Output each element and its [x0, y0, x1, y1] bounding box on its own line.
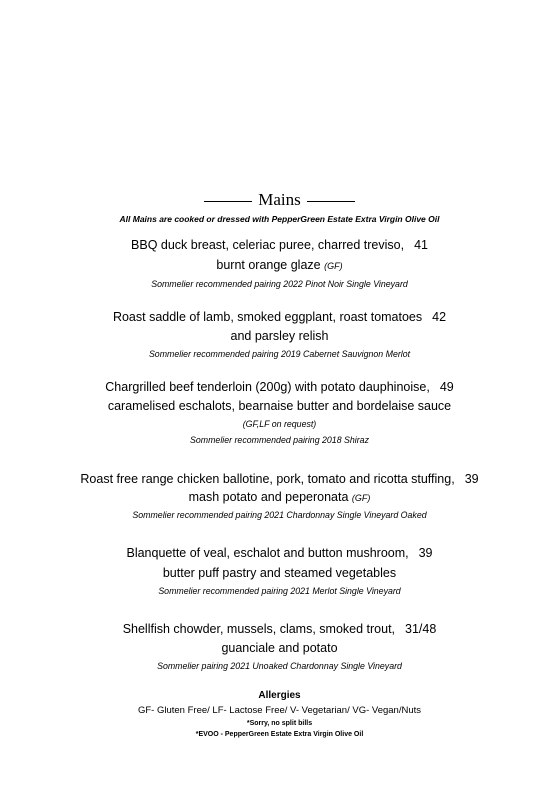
menu-item-2-line-2: and parsley relish [230, 329, 329, 343]
menu-item-4-line-2 [0, 490, 559, 504]
menu-item-3-price: 49 [439, 380, 454, 394]
menu-item-1-line-2 [0, 258, 559, 272]
menu-item-1-description: burnt orange glaze [216, 258, 321, 272]
menu-item-3-pairing: Sommelier recommended pairing 2018 Shiraz [190, 435, 369, 445]
menu-item-6-name: Shellfish chowder, mussels, clams, smoked trout, [122, 622, 396, 636]
menu-item-6-line-1 [0, 622, 559, 636]
section-title [0, 190, 559, 210]
menu-item-5-line-1 [0, 546, 559, 560]
menu-item-4-name: Roast free range chicken ballotine, pork, tomato and ricotta stuffing, [80, 472, 455, 486]
menu-item-3-dietary-note: (GF,LF on request) [242, 419, 317, 429]
menu-item-4-price: 39 [464, 472, 479, 486]
menu-item-5-name: Blanquette of veal, eschalot and button mushroom, [126, 546, 409, 560]
menu-item-1-dietary-tag: (GF) [324, 261, 343, 271]
menu-item-6-line-2: guanciale and potato [221, 641, 338, 655]
menu-item-5-price: 39 [418, 546, 433, 560]
menu-item-3-name: Chargrilled beef tenderloin (200g) with potato dauphinoise, [105, 380, 430, 394]
menu-item-4-pairing: Sommelier recommended pairing 2021 Chardonnay Single Vineyard Oaked [132, 510, 427, 520]
menu-item-6-pairing: Sommelier pairing 2021 Unoaked Chardonnay Single Vineyard [157, 661, 402, 671]
menu-item-3-line-1 [0, 380, 559, 394]
allergies-heading: Allergies [258, 690, 301, 701]
menu-item-1-line-1 [0, 238, 559, 252]
split-bill-note: *Sorry, no split bills [246, 720, 313, 727]
menu-item-5-line-2: butter puff pastry and steamed vegetables [162, 566, 397, 580]
section-title-text: Mains [258, 190, 301, 209]
menu-item-1-price: 41 [414, 238, 428, 252]
menu-item-1-name: BBQ duck breast, celeriac puree, charred treviso, [131, 238, 405, 252]
menu-item-3-line-2: caramelised eschalots, bearnaise butter and bordelaise sauce [107, 399, 452, 413]
menu-item-6-price: 31/48 [405, 622, 437, 636]
menu-item-2-name: Roast saddle of lamb, smoked eggplant, roast tomatoes [112, 310, 423, 324]
section-subtitle: All Mains are cooked or dressed with PepperGreen Estate Extra Virgin Olive Oil [119, 214, 440, 224]
menu-item-2-line-1 [0, 310, 559, 324]
menu-item-2-price: 42 [432, 310, 447, 324]
menu-item-2-pairing: Sommelier recommended pairing 2019 Cabernet Sauvignon Merlot [148, 349, 411, 359]
menu-item-1-pairing: Sommelier recommended pairing 2022 Pinot Noir Single Vineyard [151, 279, 408, 289]
allergies-legend: GF- Gluten Free/ LF- Lactose Free/ V- Vegetarian/ VG- Vegan/Nuts [137, 705, 422, 716]
menu-item-4-dietary-tag: (GF) [351, 493, 371, 503]
title-rule-left [204, 201, 252, 202]
menu-item-4-description: mash potato and peperonata [188, 490, 349, 504]
evoo-note: *EVOO - PepperGreen Estate Extra Virgin Olive Oil [195, 731, 364, 738]
menu-item-5-pairing: Sommelier recommended pairing 2021 Merlot Single Vineyard [158, 586, 401, 596]
title-rule-right [307, 201, 355, 202]
menu-item-4-line-1 [0, 472, 559, 486]
